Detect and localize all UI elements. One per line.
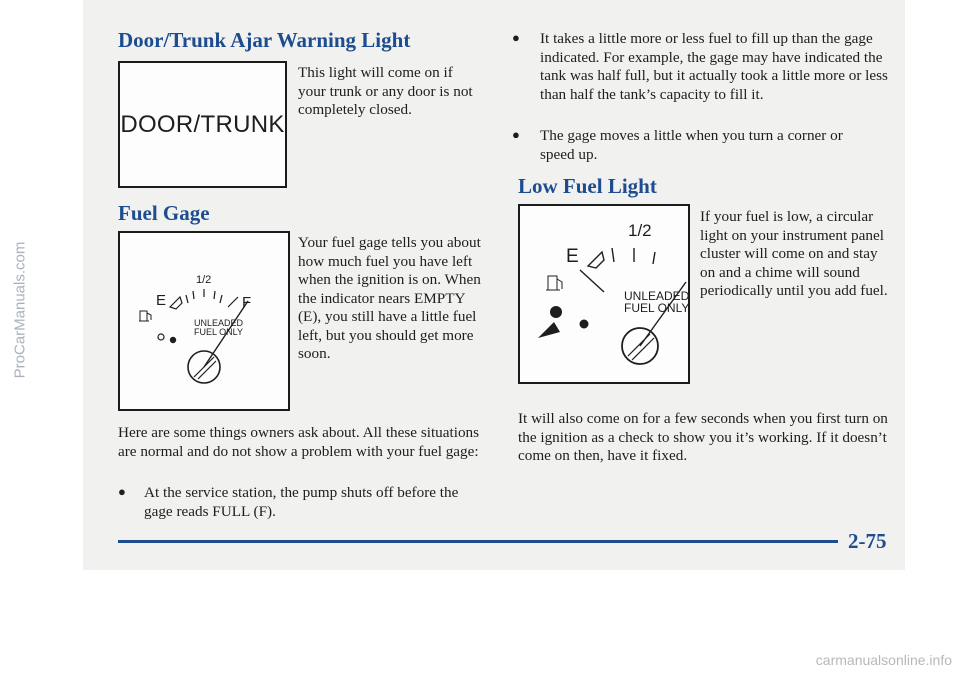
fuel-gage-bullet-2-text: It takes a little more or less fuel to fill up than the gage indicated. For example, the gage may have indicated the tank was half full, but it actually took a little more or less than half the tank’s capacity to fill it. xyxy=(540,30,888,103)
bullet-mark: ● xyxy=(512,127,520,142)
bottom-watermark: carmanualsonline.info xyxy=(815,652,952,668)
low-fuel-followup: It will also come on for a few seconds when you first turn on the ignition as a check to show you it’s working. If it doesn’t come on then, have it fixed. xyxy=(518,410,888,464)
bullet-mark: ● xyxy=(512,30,520,45)
gauge-fuel-note-line1: UNLEADED xyxy=(194,318,244,328)
fuel-gage-illustration xyxy=(118,231,290,411)
fuel-gage-bullet-1-text: At the service station, the pump shuts off before the gage reads FULL (F). xyxy=(144,484,459,520)
fuel-gage-intro: Here are some things owners ask about. All these situations are normal and do not show a problem with your fuel gage: xyxy=(118,424,480,460)
low-fuel-note-line2: FUEL ONLY xyxy=(624,301,688,315)
door-trunk-warning-panel xyxy=(118,61,287,188)
low-fuel-empty-mark: E xyxy=(566,246,579,267)
low-fuel-note-line1: UNLEADED xyxy=(624,289,688,303)
fuel-gage-description: Your fuel gage tells you about how much fuel you have left when the ignition is on. When the indicator nears EMPTY (E), you still have a little fuel left, but you should get more soon. xyxy=(298,234,481,362)
low-fuel-illustration xyxy=(518,204,690,384)
gauge-empty-mark: E xyxy=(156,292,167,309)
footer-rule xyxy=(118,540,838,543)
low-fuel-heading: Low Fuel Light xyxy=(518,174,657,198)
low-fuel-half-mark: 1/2 xyxy=(628,221,652,240)
gauge-half-mark: 1/2 xyxy=(196,274,212,286)
fuel-gage-heading: Fuel Gage xyxy=(118,201,210,225)
pointer-arrow-icon xyxy=(538,322,560,338)
door-trunk-description: This light will come on if your trunk or any door is not completely closed. xyxy=(298,64,473,118)
low-fuel-description: If your fuel is low, a circular light on your instrument panel cluster will come on and stay on and a chime will sound periodically until you add fuel. xyxy=(700,208,888,299)
low-fuel-gauge-drawing xyxy=(520,206,688,382)
page-number: 2-75 xyxy=(848,529,887,553)
empty-zone-marker xyxy=(588,252,604,268)
low-fuel-lamp-icon xyxy=(550,306,562,318)
empty-zone-marker xyxy=(170,297,182,309)
gauge-full-mark: F xyxy=(242,294,252,311)
fuel-gauge-drawing xyxy=(120,233,288,409)
fuel-gage-bullet-3-text: The gage moves a little when you turn a corner or speed up. xyxy=(540,127,843,163)
side-watermark: ProCarManuals.com xyxy=(11,241,29,379)
bullet-mark: ● xyxy=(118,484,126,499)
fuel-pump-icon xyxy=(139,311,151,321)
gauge-fuel-note-line2: FUEL ONLY xyxy=(194,327,244,337)
low-fuel-lamp-icon xyxy=(170,337,176,343)
fuel-pump-icon xyxy=(546,276,562,290)
door-trunk-heading: Door/Trunk Ajar Warning Light xyxy=(118,28,411,52)
door-trunk-panel-label: DOOR/TRUNK xyxy=(120,110,285,138)
